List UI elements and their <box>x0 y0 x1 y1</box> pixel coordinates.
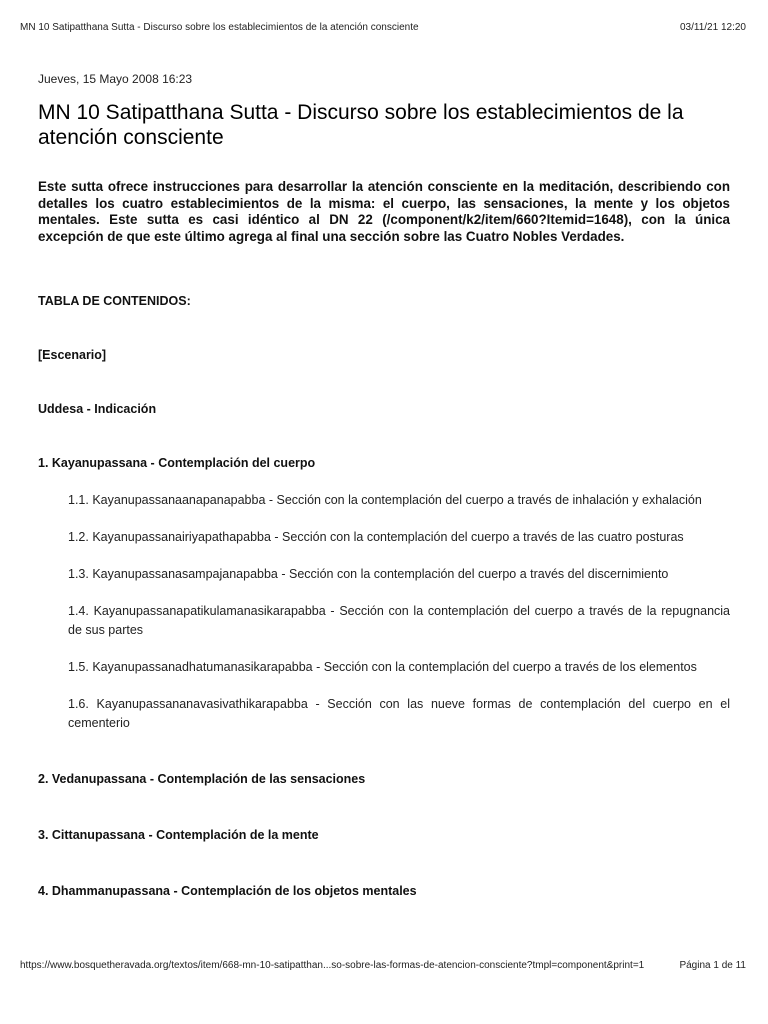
toc-subitem-1-6: 1.6. Kayanupassananavasivathikarapabba - Sección con las nueve formas de contemplación del cuerpo en el cementerio <box>68 697 730 730</box>
toc-subitem-1-3: 1.3. Kayanupassanasampajanapabba - Sección con la contemplación del cuerpo a través del discernimiento <box>68 567 669 581</box>
toc-subitem-1-5: 1.5. Kayanupassanadhatumanasikarapabba - Sección con la contemplación del cuerpo a través de los elementos <box>68 660 697 674</box>
print-footer-url: https://www.bosquetheravada.org/textos/item/668-mn-10-satipatthan...so-sobre-las-formas-de-atencion-consciente?tmpl=component&print=1 <box>20 960 645 971</box>
article-content <box>38 72 730 937</box>
toc-item-escenario: [Escenario] <box>38 348 107 362</box>
toc-section-4: 4. Dhammanupassana - Contemplación de los objetos mentales <box>38 884 417 898</box>
toc-subitem-1-4: 1.4. Kayanupassanapatikulamanasikarapabba - Sección con la contemplación del cuerpo a través de la repugnancia de sus partes <box>68 604 730 637</box>
toc-section-1: 1. Kayanupassana - Contemplación del cuerpo <box>38 456 316 470</box>
print-header-datetime: 03/11/21 12:20 <box>680 22 746 33</box>
article-title: MN 10 Satipatthana Sutta - Discurso sobre los establecimientos de la atención consciente <box>38 101 684 149</box>
toc-section-2: 2. Vedanupassana - Contemplación de las sensaciones <box>38 772 366 786</box>
toc-heading: TABLA DE CONTENIDOS: <box>38 294 191 308</box>
toc-subitem-1-1: 1.1. Kayanupassanaanapanapabba - Sección con la contemplación del cuerpo a través de inhalación y exhalación <box>68 493 702 507</box>
print-header <box>20 22 746 33</box>
print-header-title: MN 10 Satipatthana Sutta - Discurso sobre los establecimientos de la atención consciente <box>20 22 419 33</box>
print-footer-page: Página 1 de 11 <box>679 960 746 971</box>
toc-item-uddesa: Uddesa - Indicación <box>38 402 157 416</box>
article-intro: Este sutta ofrece instrucciones para desarrollar la atención consciente en la meditación, describiendo con detalles los cuatro establecimientos de la misma: el cuerpo, las sensaciones, la mente y los objetos mentales. Este sutta es casi idéntico al DN 22 (/component/k2/item/660?Itemid=1648), con la única excepción de que este último agrega al final una sección sobre las Cuatro Nobles Verdades. <box>38 179 730 244</box>
print-footer <box>20 960 746 971</box>
article-date: Jueves, 15 Mayo 2008 16:23 <box>38 72 193 86</box>
toc-section-3: 3. Cittanupassana - Contemplación de la mente <box>38 828 319 842</box>
toc-subitem-1-2: 1.2. Kayanupassanairiyapathapabba - Sección con la contemplación del cuerpo a través de las cuatro posturas <box>68 530 684 544</box>
